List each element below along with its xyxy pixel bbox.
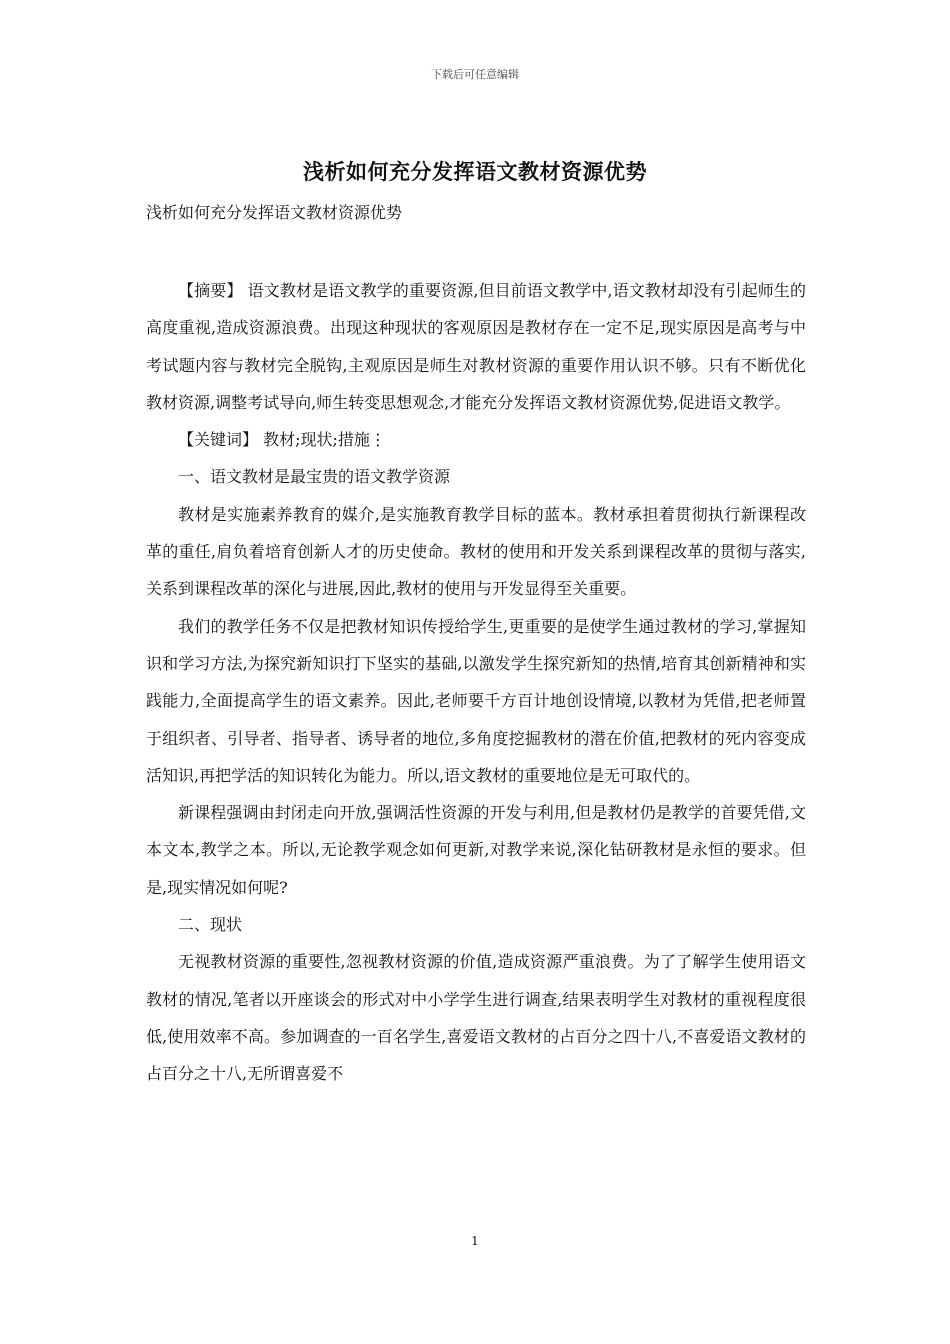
- document-subtitle: 浅析如何充分发挥语文教材资源优势: [146, 203, 403, 222]
- section-heading-1: 一、语文教材是最宝贵的语文教学资源: [178, 467, 451, 487]
- document-title: 浅析如何充分发挥语文教材资源优势: [303, 159, 647, 184]
- body-paragraph: 我们的教学任务不仅是把教材知识传授给学生,更重要的是使学生通过教材的学习,掌握知识和学习方法,为探究新知识打下坚实的基础,以激发学生探究新知的热情,培育其创新精神和实践能力,全面提高学生的语文素养。因此,老师要千方百计地创设情境,以教材为凭借,把老师置于组织者、引导者、指导者、诱导者的地位,多角度挖掘教材的潜在价值,把教材的死内容变成活知识,再把学活的知识转化为能力。所以,语文教材的重要地位是无可取代的。: [146, 616, 806, 785]
- body-paragraph: 无视教材资源的重要性,忽视教材资源的价值,造成资源严重浪费。为了了解学生使用语文教材的情况,笔者以开座谈会的形式对中小学学生进行调查,结果表明学生对教材的重视程度很低,使用效率不高。参加调查的一百名学生,喜爱语文教材的占百分之四十八,不喜爱语文教材的占百分之十八,无所谓喜爱不: [146, 952, 806, 1084]
- body-paragraph: 新课程强调由封闭走向开放,强调活性资源的开发与利用,但是教材仍是教学的首要凭借,文本文本,教学之本。所以,无论教学观念如何更新,对教学来说,深化钻研教材是永恒的要求。但是,现实情况如何呢?: [146, 803, 806, 897]
- page-header: 下载后可任意编辑: [431, 68, 519, 81]
- abstract-paragraph: 【摘要】 语文教材是语文教学的重要资源,但目前语文教学中,语文教材却没有引起师生的高度重视,造成资源浪费。出现这种现状的客观原因是教材存在一定不足,现实原因是高考与中考试题内容与教材完全脱钩,主观原因是师生对教材资源的重要作用认识不够。只有不断优化教材资源,调整考试导向,师生转变思想观念,才能充分发挥语文教材资源优势,促进语文教学。: [146, 281, 806, 412]
- body-paragraph: 教材是实施素养教育的媒介,是实施教育教学目标的蓝本。教材承担着贯彻执行新课程改革的重任,肩负着培育创新人才的历史使命。教材的使用和开发关系到课程改革的贯彻与落实,关系到课程改革的深化与进展,因此,教材的使用与开发显得至关重要。: [146, 504, 806, 599]
- page-number: 1: [471, 1234, 479, 1248]
- keywords-paragraph: 【关键词】 教材;现状;措施⋮: [178, 430, 386, 450]
- document-body: [146, 272, 806, 1093]
- section-heading-2: 二、现状: [178, 915, 243, 935]
